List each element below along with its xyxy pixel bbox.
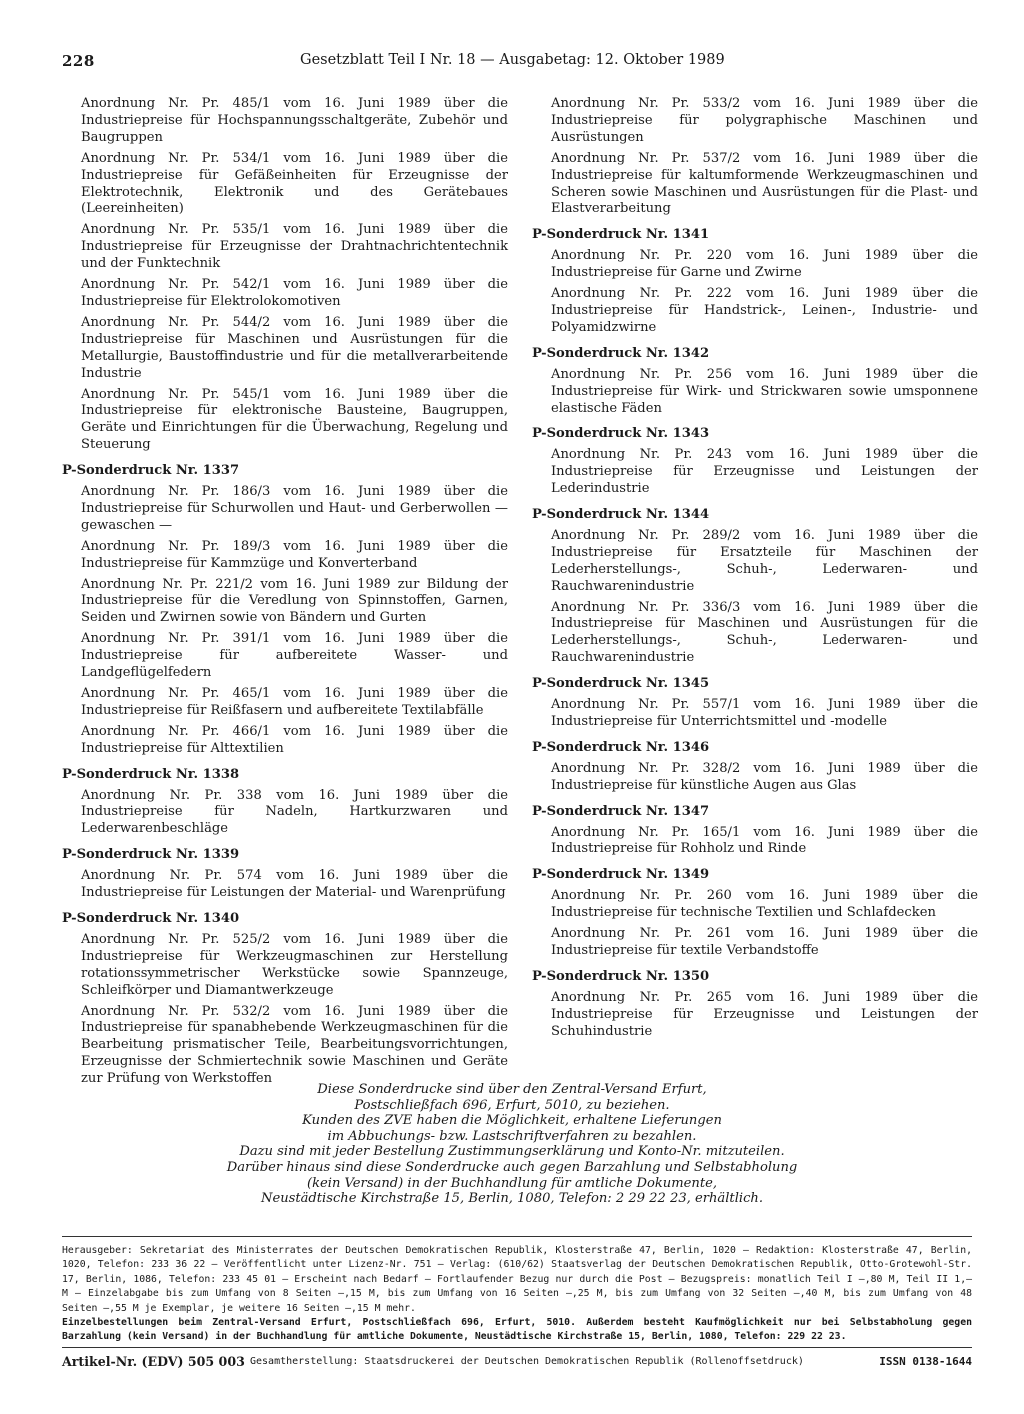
regulation-entry: Anordnung Nr. Pr. 222 vom 16. Juni 1989 über die Industriepreise für Handstrick-, Leinen-, Industrie- und Polyamidzwirne [551,286,978,335]
regulation-entry: Anordnung Nr. Pr. 260 vom 16. Juni 1989 über die Industriepreise für technische Textilien und Schlafdecken [551,888,978,921]
regulation-entry: Anordnung Nr. Pr. 391/1 vom 16. Juni 1989 über die Industriepreise für aufbereitete Wasser- und Landgeflügelfedern [81,631,508,681]
regulation-entry: Anordnung Nr. Pr. 535/1 vom 16. Juni 1989 über die Industriepreise für Erzeugnisse der Drahtnachrichtentechnik und der Funktechnik [81,222,508,272]
regulation-entry: Anordnung Nr. Pr. 189/3 vom 16. Juni 1989 über die Industriepreise für Kammzüge und Konverterband [81,538,508,571]
regulation-entry: Anordnung Nr. Pr. 532/2 vom 16. Juni 1989 über die Industriepreise für spanabhebende Werkzeugmaschinen für die Bearbeitung prismatischer Teile, Bearbeitungsvorrichtungen, Erzeugnisse der Schmiertechnik sowie Maschinen und Geräte zur Prüfung von Werkstoffen [81,1003,508,1087]
imprint-rule-bottom [62,1347,972,1348]
section-heading: P-Sonderdruck Nr. 1337 [62,463,240,479]
section-heading: P-Sonderdruck Nr. 1343 [532,426,710,442]
regulation-entry: Anordnung Nr. Pr. 545/1 vom 16. Juni 1989 über die Industriepreise für elektronische Bausteine, Baugruppen, Geräte und Einrichtungen für die Überwachung, Regelung und Steuerung [81,386,508,453]
section-heading: P-Sonderdruck Nr. 1344 [532,507,710,523]
issn: ISSN 0138-1644 [879,1355,972,1368]
article-number: Artikel-Nr. (EDV) 505 003 [62,1354,245,1369]
regulation-entry: Anordnung Nr. Pr. 289/2 vom 16. Juni 1989 über die Industriepreise für Ersatzteile für Maschinen der Lederherstellungs-, Schuh-, Lederwaren- und Rauchwarenindustrie [551,527,978,594]
section-heading: P-Sonderdruck Nr. 1341 [532,227,710,243]
left-column [62,96,508,1092]
regulation-entry: Anordnung Nr. Pr. 165/1 vom 16. Juni 1989 über die Industriepreise für Rohholz und Rinde [551,824,978,857]
printer-line: Gesamtherstellung: Staatsdruckerei der Deutschen Demokratischen Republik (Rollenoffsetdruck) [250,1356,804,1367]
section-heading: P-Sonderdruck Nr. 1347 [532,803,710,819]
notice-line: Kunden des ZVE haben die Möglichkeit, erhaltene Lieferungen [302,1113,722,1129]
imprint [62,1244,972,1345]
regulation-entry: Anordnung Nr. Pr. 533/2 vom 16. Juni 1989 über die Industriepreise für polygraphische Maschinen und Ausrüstungen [551,96,978,145]
section-heading: P-Sonderdruck Nr. 1342 [532,345,710,361]
regulation-entry: Anordnung Nr. Pr. 557/1 vom 16. Juni 1989 über die Industriepreise für Unterrichtsmittel und -modelle [551,697,978,729]
regulation-entry: Anordnung Nr. Pr. 485/1 vom 16. Juni 1989 über die Industriepreise für Hochspannungsschaltgeräte, Zubehör und Baugruppen [81,96,508,145]
section-heading: P-Sonderdruck Nr. 1340 [62,910,240,926]
regulation-entry: Anordnung Nr. Pr. 265 vom 16. Juni 1989 über die Industriepreise für Erzeugnisse und Leistungen der Schuhindustrie [551,989,978,1039]
section-heading: P-Sonderdruck Nr. 1339 [62,847,240,863]
regulation-entry: Anordnung Nr. Pr. 534/1 vom 16. Juni 1989 über die Industriepreise für Gefäßeinheiten für Erzeugnisse der Elektrotechnik, Elektronik und des Gerätebaues (Leereinheiten) [81,150,508,217]
section-heading: P-Sonderdruck Nr. 1349 [532,867,710,883]
page-number: 228 [62,52,95,70]
section-heading: P-Sonderdruck Nr. 1350 [532,968,710,984]
regulation-entry: Anordnung Nr. Pr. 261 vom 16. Juni 1989 über die Industriepreise für textile Verbandstoffe [551,926,978,958]
regulation-entry: Anordnung Nr. Pr. 338 vom 16. Juni 1989 über die Industriepreise für Nadeln, Hartkurzwaren und Lederwarenbeschläge [81,787,508,837]
regulation-entry: Anordnung Nr. Pr. 256 vom 16. Juni 1989 über die Industriepreise für Wirk- und Strickwaren sowie umsponnene elastische Fäden [551,366,978,416]
section-heading: P-Sonderdruck Nr. 1338 [62,766,240,782]
regulation-entry: Anordnung Nr. Pr. 525/2 vom 16. Juni 1989 über die Industriepreise für Werkzeugmaschinen zur Herstellung rotationssymmetrischer Werkstücke sowie Spannzeuge, Schleifkörper und Diamantwerkzeuge [81,931,508,998]
regulation-entry: Anordnung Nr. Pr. 243 vom 16. Juni 1989 über die Industriepreise für Erzeugnisse und Leistungen der Lederindustrie [551,447,978,497]
regulation-entry: Anordnung Nr. Pr. 574 vom 16. Juni 1989 über die Industriepreise für Leistungen der Material- und Warenprüfung [81,868,508,901]
regulation-entry: Anordnung Nr. Pr. 542/1 vom 16. Juni 1989 über die Industriepreise für Elektrolokomotiven [81,277,508,309]
regulation-entry: Anordnung Nr. Pr. 466/1 vom 16. Juni 1989 über die Industriepreise für Alttextilien [81,723,508,756]
regulation-entry: Anordnung Nr. Pr. 220 vom 16. Juni 1989 über die Industriepreise für Garne und Zwirne [551,248,978,281]
notice-line: (kein Versand) in der Buchhandlung für amtliche Dokumente, [306,1175,717,1191]
imprint-orders: Einzelbestellungen beim Zentral-Versand Erfurt, Postschließfach 696, Erfurt, 5010. Außerdem besteht Kaufmöglichkeit nur bei Selbstabholung gegen Barzahlung (kein Versand) in der Buchhandlung für amtliche Dokumente, Neustädtische Kirchstraße 15, Berlin, 1080, Telefon: 229 22 23. [62,1317,972,1343]
regulation-entry: Anordnung Nr. Pr. 537/2 vom 16. Juni 1989 über die Industriepreise für kaltumformende Werkzeugmaschinen und Scheren sowie Maschinen und Ausrüstungen für die Plast- und Elastverarbeitung [551,150,978,217]
regulation-entry: Anordnung Nr. Pr. 544/2 vom 16. Juni 1989 über die Industriepreise für Maschinen und Ausrüstungen für die Metallurgie, Baustoffindustrie und für die metallverarbeitende Industrie [81,314,508,381]
right-column [532,96,978,1045]
regulation-entry: Anordnung Nr. Pr. 221/2 vom 16. Juni 1989 zur Bildung der Industriepreise für die Veredlung von Spinnstoffen, Garnen, Seiden und Zwirnen sowie von Bändern und Gurten [81,576,508,626]
notice-line: Darüber hinaus sind diese Sonderdrucke auch gegen Barzahlung und Selbstabholung [226,1159,798,1175]
ordering-notice [160,1082,864,1207]
running-head: Gesetzblatt Teil I Nr. 18 — Ausgabetag: 12. Oktober 1989 [300,52,725,68]
section-heading: P-Sonderdruck Nr. 1346 [532,739,710,755]
regulation-entry: Anordnung Nr. Pr. 328/2 vom 16. Juni 1989 über die Industriepreise für künstliche Augen aus Glas [551,760,978,793]
notice-line: Neustädtische Kirchstraße 15, Berlin, 1080, Telefon: 2 29 22 23, erhältlich. [260,1191,763,1207]
notice-line: Postschließfach 696, Erfurt, 5010, zu beziehen. [354,1097,670,1113]
imprint-rule-top [62,1236,972,1237]
notice-line: im Abbuchungs- bzw. Lastschriftverfahren zu bezahlen. [327,1128,697,1144]
section-heading: P-Sonderdruck Nr. 1345 [532,676,710,692]
notice-line: Dazu sind mit jeder Bestellung Zustimmungserklärung und Konto-Nr. mitzuteilen. [239,1144,785,1160]
regulation-entry: Anordnung Nr. Pr. 336/3 vom 16. Juni 1989 über die Industriepreise für Maschinen und Ausrüstungen für die Lederherstellungs-, Schuh-, Lederwaren- und Rauchwarenindustrie [551,599,978,666]
regulation-entry: Anordnung Nr. Pr. 465/1 vom 16. Juni 1989 über die Industriepreise für Reißfasern und aufbereitete Textilabfälle [81,686,508,718]
notice-line: Diese Sonderdrucke sind über den Zentral-Versand Erfurt, [317,1082,707,1097]
imprint-publisher: Herausgeber: Sekretariat des Ministerrates der Deutschen Demokratischen Republik, Klosterstraße 47, Berlin, 1020 — Redaktion: Klosterstraße 47, Berlin, 1020, Telefon: 233 36 22 — Veröffentlicht unter Lizenz-Nr. 751 — Verlag: (610/62) Staatsverlag der Deutschen Demokratischen Republik, Otto-Grotewohl-Str. 17, Berlin, 1086, Telefon: 233 45 01 — Erscheint nach Bedarf — Fortlaufender Bezug nur durch die Post — Bezugspreis: monatlich Teil I —,80 M, Teil II 1,— M — Einzelabgabe bis zum Umfang von 8 Seiten —,15 M, bis zum Umfang von 16 Seiten —,25 M, bis zum Umfang von 32 Seiten —,40 M, bis zum Umfang von 48 Seiten —,55 M je Exemplar, je weitere 16 Seiten —,15 M mehr. [62,1245,972,1314]
regulation-entry: Anordnung Nr. Pr. 186/3 vom 16. Juni 1989 über die Industriepreise für Schurwollen und Haut- und Gerberwollen — gewaschen — [81,484,508,533]
